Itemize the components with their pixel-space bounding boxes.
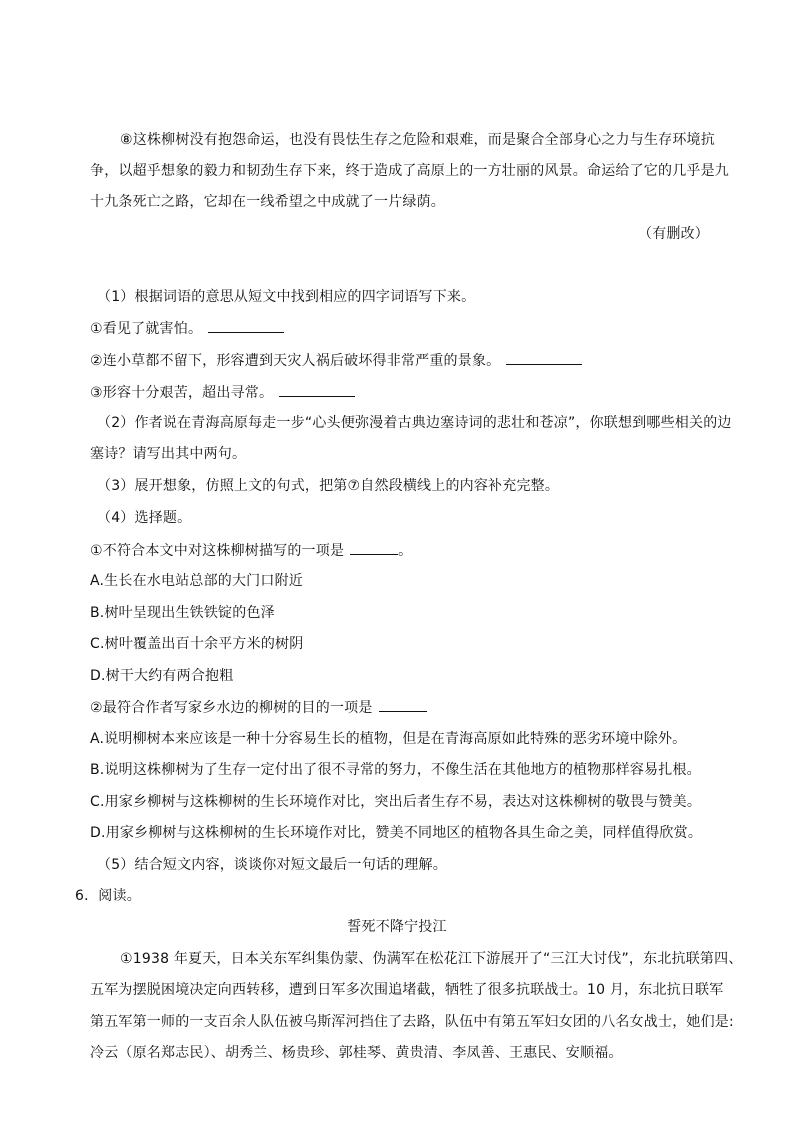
question-1-item-1-text: ①看见了就害怕。 [90, 321, 203, 337]
question-3: （3）展开想象，仿照上文的句式，把第⑦自然段横线上的内容补充完整。 [97, 478, 560, 494]
option-b: B.树叶呈现出生铁铁锭的色泽 [90, 605, 275, 621]
item-6-heading: 6．阅读。 [75, 888, 141, 904]
article-line-4: 冷云（原名郑志民）、胡秀兰、杨贵珍、郭桂琴、黄贵清、李凤善、王惠民、安顺福。 [90, 1045, 623, 1061]
paragraph-8-line-3: 十九条死亡之路，它却在一线希望之中成就了一片绿荫。 [90, 194, 445, 210]
question-4-1-text: ①不符合本文中对这株柳树描写的一项是 [90, 543, 345, 559]
answer-blank[interactable] [279, 382, 355, 397]
option-d: D.树干大约有两合抱粗 [90, 668, 234, 684]
answer-blank[interactable] [379, 697, 427, 712]
paragraph-8-line-1: ⑧这株柳树没有抱怨命运，也没有畏怯生存之危险和艰难，而是聚合全部身心之力与生存环境抗 [120, 132, 715, 148]
answer-blank[interactable] [506, 350, 582, 365]
option-b: B.说明这株柳树为了生存一定付出了很不寻常的努力，不像生活在其他地方的植物那样容易扎根。 [90, 762, 701, 778]
paragraph-8-line-2: 争，以超乎想象的毅力和韧劲生存下来，终于造成了高原上的一方壮丽的风景。命运给了它的几乎是九 [90, 163, 729, 179]
question-4-1 [90, 540, 709, 561]
question-1: （1）根据词语的意思从短文中找到相应的四字词语写下来。 [97, 289, 476, 305]
article-line-2: 五军为摆脱困境决定向西转移，遭到日军多次围追堵截，牺牲了很多抗联战士。10 月，东北抗日联军 [90, 982, 724, 998]
option-a: A.生长在水电站总部的大门口附近 [90, 573, 303, 589]
question-4-1-end: 。 [398, 543, 413, 559]
question-4: （4）选择题。 [97, 510, 192, 526]
article-line-3: 第五军第一师的一支百余人队伍被乌斯浑河挡住了去路，队伍中有第五军妇女团的八名女战士，她们是: [90, 1014, 734, 1030]
question-1-item-3 [90, 382, 709, 403]
question-1-item-2-text: ②连小草都不留下，形容遭到天灾人祸后破坏得非常严重的景象。 [90, 353, 501, 369]
question-4-2-text: ②最符合作者写家乡水边的柳树的目的一项是 [90, 700, 373, 716]
question-1-item-3-text: ③形容十分艰苦，超出寻常。 [90, 385, 274, 401]
question-1-item-1 [90, 318, 709, 339]
answer-blank[interactable] [350, 540, 398, 555]
article-title: 誓死不降宁投江 [347, 919, 447, 935]
option-a: A.说明柳树本来应该是一种十分容易生长的植物，但是在青海高原如此特殊的恶劣环境中除外。 [90, 731, 687, 747]
question-5: （5）结合短文内容，谈谈你对短文最后一句话的理解。 [97, 857, 447, 873]
source-note: （有删改） [638, 226, 709, 242]
option-c: C.树叶覆盖出百十余平方米的树阴 [90, 636, 304, 652]
question-2-line-1: （2）作者说在青海高原每走一步“心头便弥漫着古典边塞诗词的悲壮和苍凉”，你联想到哪些相关的边 [97, 415, 732, 431]
question-1-item-2 [90, 350, 709, 371]
option-d: D.用家乡柳树与这株柳树的生长环境作对比，赞美不同地区的植物各具生命之美，同样值得欣赏。 [90, 825, 703, 841]
answer-blank[interactable] [208, 318, 284, 333]
option-c: C.用家乡柳树与这株柳树的生长环境作对比，突出后者生存不易，表达对这株柳树的敬畏与赞美。 [90, 794, 702, 810]
question-4-2 [90, 697, 709, 718]
question-2-line-2: 塞诗？请写出其中两句。 [90, 446, 247, 462]
article-line-1: ①1938 年夏天，日本关东军纠集伪蒙、伪满军在松花江下游展开了“三江大讨伐”，东北抗联第四、 [120, 951, 743, 967]
